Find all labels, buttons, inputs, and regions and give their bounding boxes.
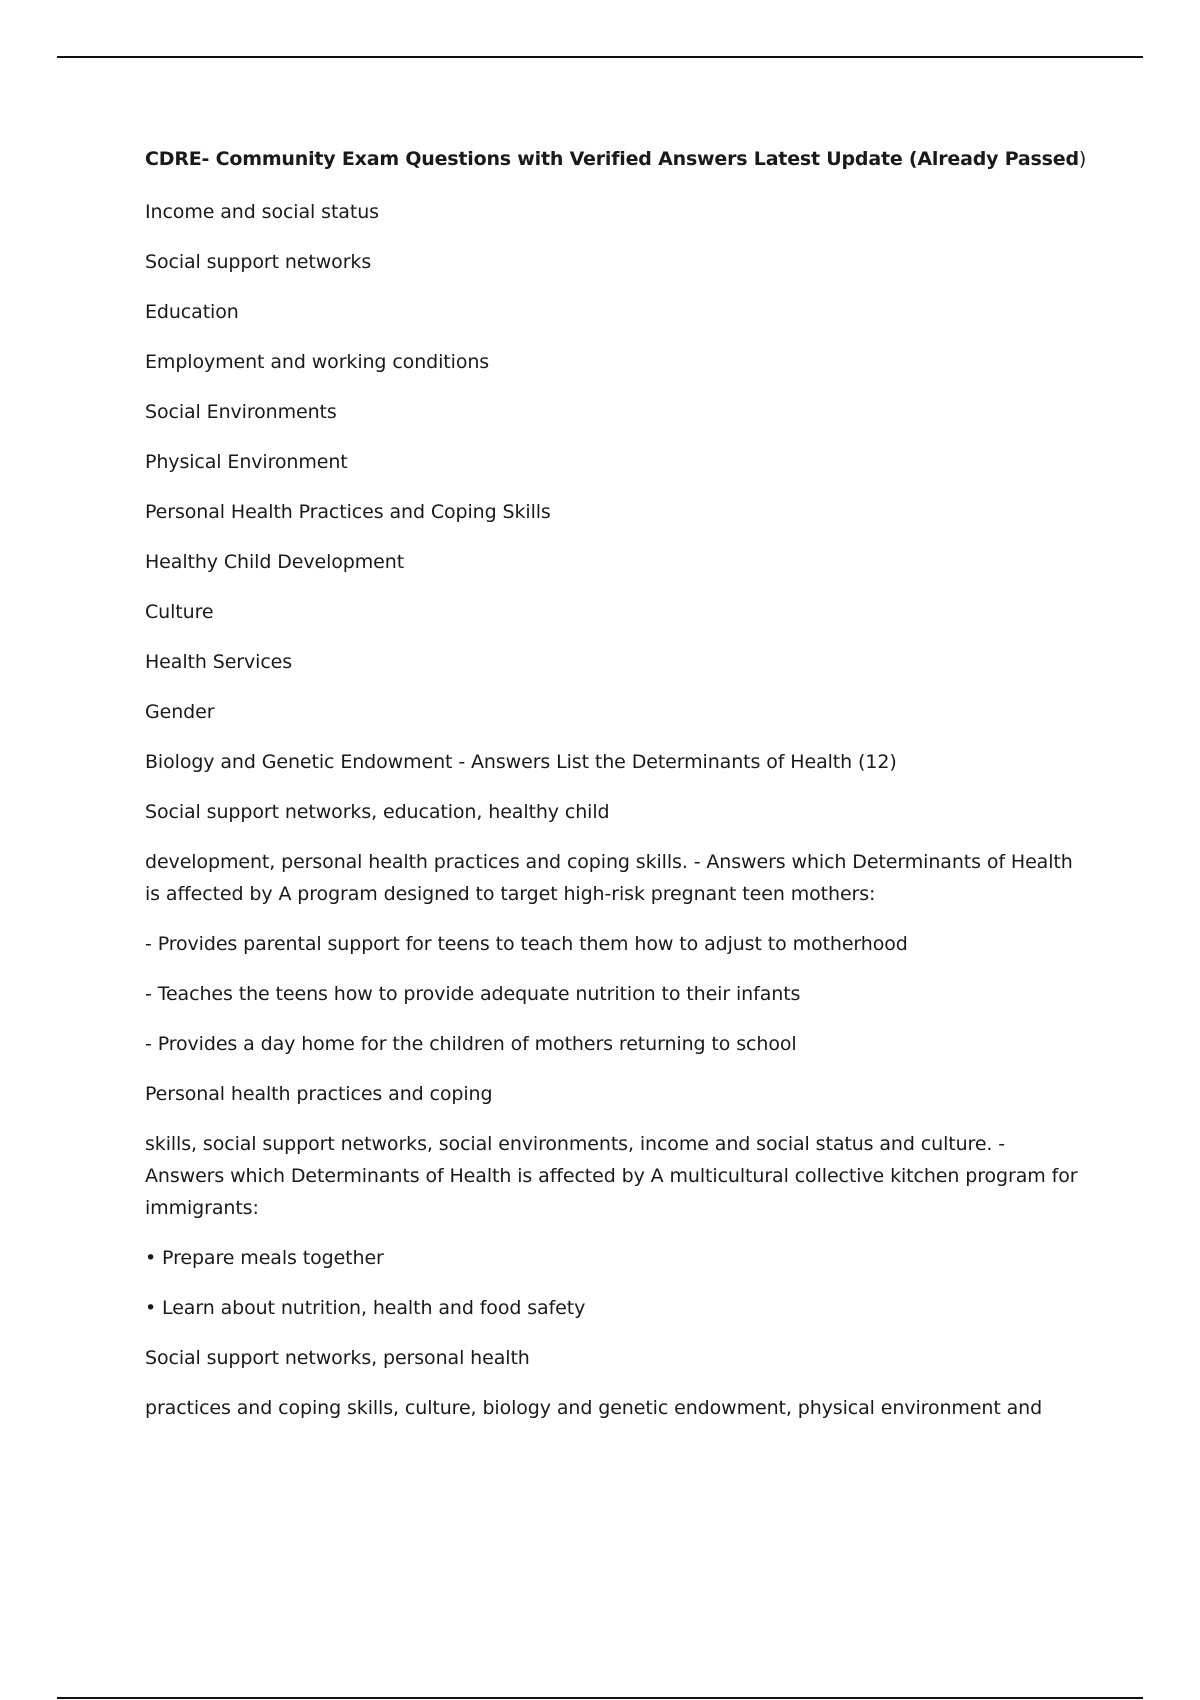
bottom-rule [57, 1697, 1143, 1699]
determinant-item: Physical Environment [145, 451, 348, 473]
bullet-item: • Prepare meals together [145, 1247, 384, 1269]
document-title [145, 144, 1085, 174]
answer-line: Biology and Genetic Endowment - Answers List the Determinants of Health (12) [145, 751, 897, 773]
determinant-item: Social Environments [145, 401, 337, 423]
title-close-paren: ) [1078, 148, 1087, 170]
answer-line: Social support networks, personal health [145, 1347, 530, 1369]
determinant-item: Health Services [145, 651, 293, 673]
question-paragraph: skills, social support networks, social environments, income and social status and culture. - Answers which Determinants of Health is affected by A multicultural collective kitchen program for immigrants: [145, 1133, 1078, 1219]
question-paragraph: development, personal health practices and coping skills. - Answers which Determinants of Health is affected by A program designed to target high-risk pregnant teen mothers: [145, 851, 1073, 905]
dash-item: - Provides parental support for teens to teach them how to adjust to motherhood [145, 933, 908, 955]
determinant-item: Employment and working conditions [145, 351, 490, 373]
determinant-item: Gender [145, 701, 215, 723]
answer-line: practices and coping skills, culture, biology and genetic endowment, physical environment and [145, 1397, 1043, 1419]
bullet-item: • Learn about nutrition, health and food safety [145, 1297, 586, 1319]
dash-item: - Teaches the teens how to provide adequate nutrition to their infants [145, 983, 801, 1005]
determinant-item: Social support networks [145, 251, 372, 273]
document-body [145, 144, 1085, 1442]
top-rule [57, 56, 1143, 58]
title-text: CDRE- Community Exam Questions with Verified Answers Latest Update (Already Passed [145, 148, 1079, 170]
determinant-item: Education [145, 301, 239, 323]
determinant-item: Income and social status [145, 201, 379, 223]
answer-line: Social support networks, education, healthy child [145, 801, 610, 823]
answer-line: Personal health practices and coping [145, 1083, 493, 1105]
dash-item: - Provides a day home for the children of mothers returning to school [145, 1033, 797, 1055]
determinant-item: Healthy Child Development [145, 551, 405, 573]
determinant-item: Culture [145, 601, 214, 623]
determinant-item: Personal Health Practices and Coping Skills [145, 501, 551, 523]
